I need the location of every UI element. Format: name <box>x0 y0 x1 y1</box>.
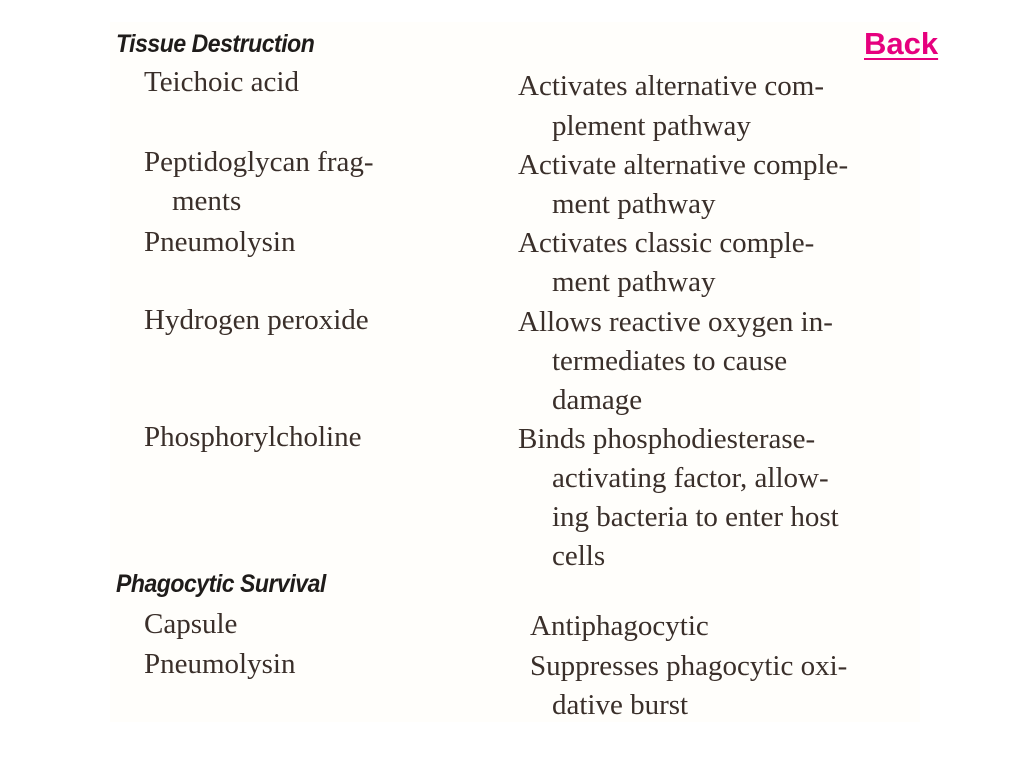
description-line: Allows reactive oxygen in- <box>518 306 833 338</box>
description-line: ment pathway <box>552 266 716 298</box>
term-peptidoglycan-fragments-cont: ments <box>172 185 242 217</box>
description-line: Activate alternative comple- <box>518 149 849 181</box>
description-line: ment pathway <box>552 188 716 220</box>
description-line: dative burst <box>552 689 689 721</box>
description-line: termediates to cause <box>552 345 788 377</box>
description-line: Activates classic comple- <box>518 227 815 259</box>
description-line: Antiphagocytic <box>530 610 709 642</box>
section-heading-phagocytic-survival: Phagocytic Survival <box>116 570 326 598</box>
description-line: cells <box>552 540 606 572</box>
term-peptidoglycan-fragments: Peptidoglycan frag- <box>144 146 374 178</box>
term-capsule: Capsule <box>144 608 238 640</box>
term-phosphorylcholine: Phosphorylcholine <box>144 421 362 453</box>
back-link[interactable]: Back <box>864 26 939 61</box>
description-line: ing bacteria to enter host <box>552 501 839 533</box>
section-heading-tissue-destruction: Tissue Destruction <box>116 30 315 58</box>
description-line: Binds phosphodiesterase- <box>518 423 816 455</box>
description-line: Activates alternative com- <box>518 70 824 102</box>
term-teichoic-acid: Teichoic acid <box>144 66 299 98</box>
description-line: activating factor, allow- <box>552 462 829 494</box>
term-hydrogen-peroxide: Hydrogen peroxide <box>144 304 369 336</box>
description-line: plement pathway <box>552 110 751 142</box>
description-line: damage <box>552 384 643 416</box>
description-line: Suppresses phagocytic oxi- <box>530 650 848 682</box>
term-pneumolysin-2: Pneumolysin <box>144 648 296 680</box>
term-pneumolysin: Pneumolysin <box>144 226 296 258</box>
